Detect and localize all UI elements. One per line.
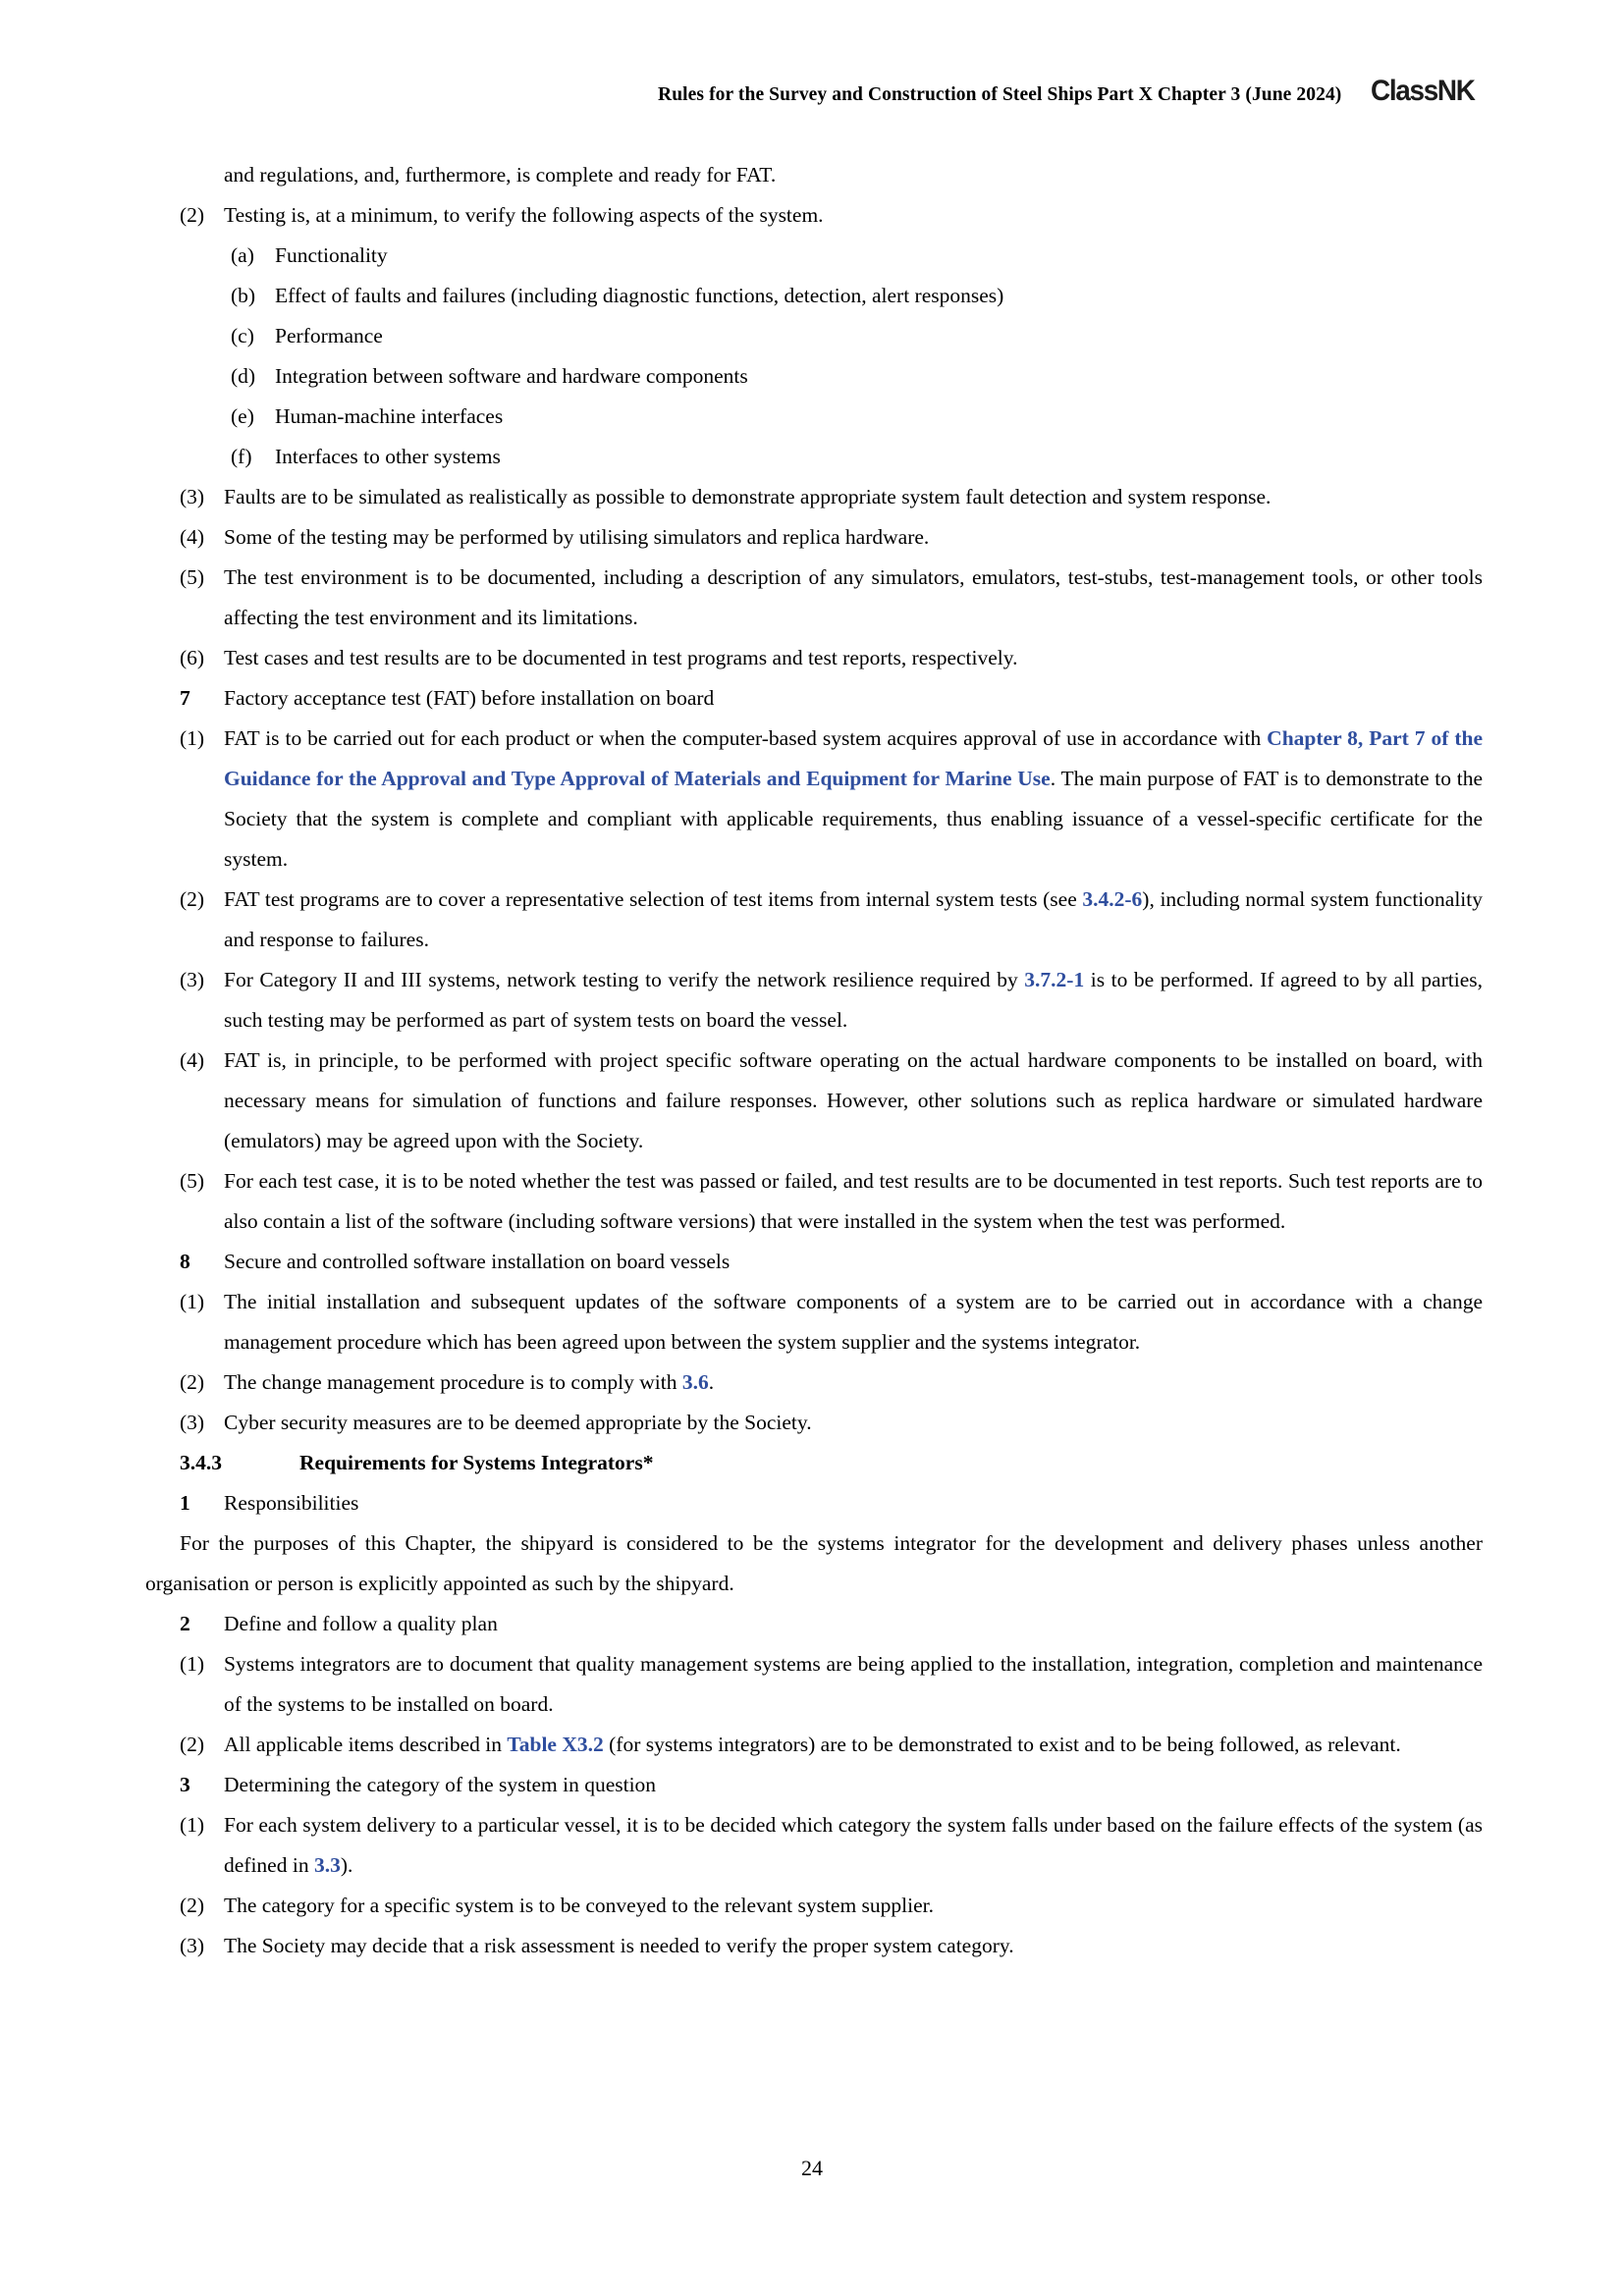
list-item — [145, 397, 1483, 437]
cross-reference-link[interactable]: 3.6 — [681, 1370, 709, 1394]
list-marker: (3) — [180, 1934, 205, 1957]
list-marker: (6) — [180, 646, 205, 669]
list-item — [145, 1805, 1483, 1886]
subsection-number: 7 — [180, 686, 190, 710]
list-marker: (c) — [231, 324, 254, 347]
list-item — [145, 558, 1483, 638]
text-segment: (for systems integrators) are to be demonstrated to exist and to be being followed, as relevant. — [603, 1733, 1401, 1756]
text-segment: ). — [340, 1853, 353, 1877]
list-item-text: FAT is, in principle, to be performed with project specific software operating on the actual hardware components to be installed on board, with necessary means for simulation of functions and failure responses. However, other solutions such as replica hardware or simulated hardware (emulators) may be agreed upon with the Society. — [224, 1048, 1483, 1152]
subsection-heading — [145, 1765, 1483, 1805]
list-marker: (1) — [180, 726, 205, 750]
list-marker: (4) — [180, 1048, 205, 1072]
text-segment: . — [708, 1370, 715, 1394]
text-segment: All applicable items described in — [224, 1733, 508, 1756]
list-item-text: Performance — [275, 324, 383, 347]
list-item-text: Interfaces to other systems — [275, 445, 501, 468]
list-item-text — [224, 1362, 1483, 1403]
list-item — [145, 517, 1483, 558]
list-item — [145, 1886, 1483, 1926]
list-item-text — [224, 1725, 1483, 1765]
list-marker: (1) — [180, 1290, 205, 1313]
classnk-logo: ClassNK — [1371, 75, 1476, 107]
list-marker: (1) — [180, 1813, 205, 1837]
paragraph-continuation — [145, 155, 1483, 195]
subsection-title: Factory acceptance test (FAT) before installation on board — [224, 686, 715, 710]
page-header — [0, 77, 1624, 118]
subsection-number: 1 — [180, 1491, 190, 1515]
list-item-text: Integration between software and hardware components — [275, 364, 748, 388]
list-item — [145, 276, 1483, 316]
subsection-heading — [145, 678, 1483, 719]
subsection-number: 8 — [180, 1250, 190, 1273]
list-item-text — [224, 719, 1483, 880]
list-item — [145, 638, 1483, 678]
section-title: Requirements for Systems Integrators* — [299, 1451, 654, 1474]
list-marker: (3) — [180, 968, 205, 991]
text-segment: FAT is to be carried out for each product or when the computer-based system acquires approval of use in accordance with — [224, 726, 1268, 750]
header-title: Rules for the Survey and Construction of Steel Ships Part X Chapter 3 (June 2024) — [658, 84, 1342, 105]
body-paragraph: For the purposes of this Chapter, the shipyard is considered to be the systems integrator for the development and delivery phases unless another organisation or person is explicitly appointed as such by the shipyard. — [145, 1531, 1483, 1595]
list-item-text: Testing is, at a minimum, to verify the following aspects of the system. — [224, 203, 824, 227]
list-marker: (2) — [180, 887, 205, 911]
list-item-text: For each test case, it is to be noted whether the test was passed or failed, and test results are to be documented in test reports. Such test reports are to also contain a list of the software (including software versions) that were installed in the system when the test was performed. — [224, 1169, 1483, 1233]
list-item — [145, 719, 1483, 880]
subsection-title: Define and follow a quality plan — [224, 1612, 498, 1635]
list-item-text: Cyber security measures are to be deemed appropriate by the Society. — [224, 1411, 812, 1434]
list-item-text: The initial installation and subsequent updates of the software components of a system are to be carried out in accordance with a change management procedure which has been agreed upon between the system supplier and the systems integrator. — [224, 1290, 1483, 1354]
text-segment: FAT test programs are to cover a representative selection of test items from internal system tests (see — [224, 887, 1083, 911]
list-marker: (b) — [231, 284, 256, 307]
cross-reference-link[interactable]: 3.7.2-1 — [1024, 968, 1085, 991]
list-marker: (3) — [180, 1411, 205, 1434]
list-item — [145, 356, 1483, 397]
list-marker: (5) — [180, 1169, 205, 1193]
list-item — [145, 1403, 1483, 1443]
list-item — [145, 316, 1483, 356]
paragraph-text: and regulations, and, furthermore, is complete and ready for FAT. — [224, 163, 777, 187]
text-segment: . The main purpose of FAT is to demonstrate to the Society that the system is complete and compliant with applicable requirements, thus enabling issuance of a vessel-specific certificate for the system. — [224, 767, 1483, 871]
list-marker: (d) — [231, 364, 256, 388]
list-item-text: The test environment is to be documented, including a description of any simulators, emulators, test-stubs, test-management tools, or other tools affecting the test environment and its limitations. — [224, 565, 1483, 629]
list-item — [145, 236, 1483, 276]
list-marker: (5) — [180, 565, 205, 589]
subsection-heading — [145, 1483, 1483, 1523]
list-item-text: Test cases and test results are to be documented in test programs and test reports, respectively. — [224, 646, 1018, 669]
list-marker: (2) — [180, 1894, 205, 1917]
list-marker: (e) — [231, 404, 254, 428]
list-item — [145, 437, 1483, 477]
text-segment: The change management procedure is to comply with — [224, 1370, 682, 1394]
list-item-text: Effect of faults and failures (including diagnostic functions, detection, alert responses) — [275, 284, 1004, 307]
subsection-number: 3 — [180, 1773, 190, 1796]
list-item — [145, 195, 1483, 236]
list-marker: (2) — [180, 1733, 205, 1756]
list-item-text: The category for a specific system is to be conveyed to the relevant system supplier. — [224, 1894, 935, 1917]
section-number: 3.4.3 — [180, 1451, 222, 1474]
list-marker: (f) — [231, 445, 252, 468]
list-marker: (2) — [180, 203, 205, 227]
subsection-title: Determining the category of the system in question — [224, 1773, 657, 1796]
list-item-text — [224, 960, 1483, 1041]
list-item — [145, 1362, 1483, 1403]
cross-reference-link[interactable]: Chapter 8, Part 7 of the Guidance for the Approval and Type Approval of Materials and Equipment for Marine Use — [224, 726, 1483, 790]
list-item-text: Systems integrators are to document that quality management systems are being applied to the installation, integration, completion and maintenance of the systems to be installed on board. — [224, 1652, 1483, 1716]
list-marker: (1) — [180, 1652, 205, 1676]
page-body — [145, 155, 1483, 1966]
cross-reference-link[interactable]: Table X3.2 — [507, 1733, 604, 1756]
subsection-title: Secure and controlled software installation on board vessels — [224, 1250, 731, 1273]
section-heading — [145, 1443, 1483, 1483]
list-item-text — [224, 880, 1483, 960]
subsection-title: Responsibilities — [224, 1491, 359, 1515]
text-segment: ), including normal system functionality and response to failures. — [224, 887, 1483, 951]
list-item — [145, 1725, 1483, 1765]
list-item — [145, 1161, 1483, 1242]
list-item — [145, 960, 1483, 1041]
list-item-text: Functionality — [275, 243, 388, 267]
text-segment: is to be performed. If agreed to by all parties, such testing may be performed as part of system tests on board the vessel. — [224, 968, 1483, 1032]
list-item-text: Human-machine interfaces — [275, 404, 504, 428]
list-marker: (a) — [231, 243, 254, 267]
subsection-heading — [145, 1242, 1483, 1282]
list-item-text — [224, 1805, 1483, 1886]
list-item-text: Some of the testing may be performed by utilising simulators and replica hardware. — [224, 525, 930, 549]
list-item — [145, 477, 1483, 517]
list-item — [145, 1926, 1483, 1966]
list-item — [145, 1644, 1483, 1725]
text-segment: For each system delivery to a particular vessel, it is to be decided which category the system falls under based on the failure effects of the system (as defined in — [224, 1813, 1483, 1877]
cross-reference-link[interactable]: 3.3 — [313, 1853, 341, 1877]
list-item — [145, 1041, 1483, 1161]
list-marker: (4) — [180, 525, 205, 549]
list-marker: (3) — [180, 485, 205, 508]
text-segment: For Category II and III systems, network testing to verify the network resilience required by — [224, 968, 1025, 991]
list-item-text: Faults are to be simulated as realistically as possible to demonstrate appropriate system fault detection and system response. — [224, 485, 1272, 508]
subsection-number: 2 — [180, 1612, 190, 1635]
list-item — [145, 880, 1483, 960]
list-item-text: The Society may decide that a risk assessment is needed to verify the proper system category. — [224, 1934, 1014, 1957]
list-item — [145, 1282, 1483, 1362]
page-footer — [0, 2158, 1624, 2179]
list-marker: (2) — [180, 1370, 205, 1394]
page-number: 24 — [801, 2156, 823, 2180]
cross-reference-link[interactable]: 3.4.2-6 — [1082, 887, 1143, 911]
subsection-heading — [145, 1604, 1483, 1644]
